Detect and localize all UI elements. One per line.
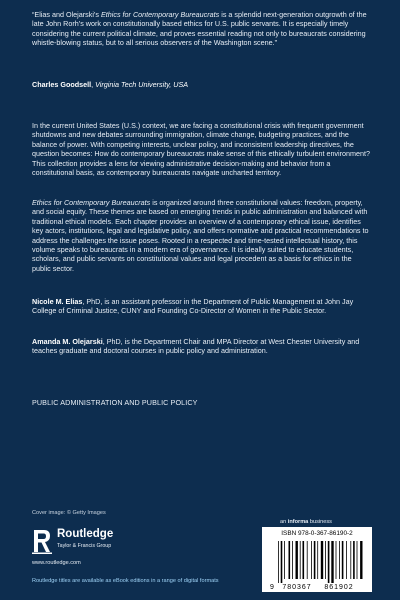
publisher-name: Routledge (57, 528, 114, 540)
barcode-bar (278, 541, 279, 583)
author-bio-olejarski-text: , PhD, is the Department Chair and MPA Director at West Chester University and teaches graduate and doctoral courses in public policy and administration. (32, 337, 360, 356)
author-bio-olejarski (32, 337, 372, 356)
barcode-bar (339, 541, 340, 579)
informa-suffix: business (308, 519, 332, 525)
publisher-website[interactable]: www.routledge.com (32, 560, 81, 566)
barcode-bar (281, 541, 283, 583)
informa-brand: informa (287, 519, 309, 525)
barcode-bar (357, 541, 358, 579)
author-bio-elias (32, 297, 372, 316)
informa-prefix: an (280, 519, 288, 525)
barcode-bar (350, 541, 351, 579)
informa-business-label (280, 519, 332, 525)
barcode-bar (289, 541, 291, 579)
barcode-bar (317, 541, 318, 579)
barcode-digits-right: 861902 (324, 584, 354, 591)
barcode-bar (314, 541, 316, 579)
routledge-logo-icon (32, 528, 52, 554)
barcode-bar (342, 541, 344, 579)
description-paragraph-2-text: is organized around three constitutional values: freedom, property, and social equity. These themes are based on emerging trends in public administration and balanced with traditional ethical models. Each chapter provides an overview of a contemporary ethical issue, identifies key actors, institutions, legal and legislative policy, and offers normative and practical recommendations to address the challenges the issue poses. Rooted in a respected and time-tested intellectual history, this volume speaks to bureaucrats in a modern era of governance. It is ideally suited to educate students, scholars, and public servants on constitutional values and legal precedent as a basis for ethics in the public sector. (32, 198, 369, 273)
barcode-bar (300, 541, 301, 579)
isbn-label: ISBN 978-0-367-86190-2 (281, 530, 353, 537)
barcode-bar (331, 541, 333, 583)
barcode-bar (328, 541, 330, 583)
cover-image-credit: Cover image: © Getty Images (32, 510, 106, 516)
barcode-bar (303, 541, 305, 579)
barcode-bar (311, 541, 312, 579)
barcode-bar (296, 541, 298, 579)
barcode-box (262, 527, 372, 592)
quote-attribution: Charles Goodsell, Virginia Tech University, USA (32, 80, 189, 89)
barcode-bar (307, 541, 308, 579)
endorsement-quote (32, 10, 372, 48)
quote-text-start: “Elias and Olejarski’s (32, 10, 101, 19)
barcode-bar (321, 541, 323, 579)
quote-affiliation: Virginia Tech University, USA (95, 80, 189, 89)
author-name-olejarski: Amanda M. Olejarski (32, 337, 103, 346)
publisher-group: Taylor & Francis Group (57, 543, 112, 549)
barcode-icon (262, 539, 372, 592)
barcode-bar (346, 541, 347, 579)
author-bio-elias-text: , PhD, is an assistant professor in the Department of Public Management at John Jay College of Criminal Justice, CUNY and Founding Co-Director of Women in the Public Sector. (32, 297, 354, 316)
barcode-bar (325, 541, 326, 579)
barcode-bar (336, 541, 337, 579)
quote-book-title: Ethics for Contemporary Bureaucrats (100, 10, 220, 19)
barcode-bar (360, 541, 362, 579)
barcode-bar (284, 541, 285, 579)
quote-author: Charles Goodsell (32, 80, 92, 89)
barcode-bar (353, 541, 355, 579)
routledge-logo (32, 527, 152, 557)
description-book-title: Ethics for Contemporary Bureaucrats (32, 198, 151, 207)
author-name-elias: Nicole M. Elias (32, 297, 83, 306)
barcode-bar (292, 541, 293, 579)
quote-text-end: is a splendid next-generation outgrowth of the late John Rorh’s work on constitutionally based ethics for U.S. public servants. It is especially timely considering the current political climate, and proves essential reading not only to bureaucrats considering whistle-blowing status, but to all serious observers of the Washington scene.” (32, 10, 367, 48)
description-paragraph-1: In the current United States (U.S.) context, we are facing a constitutional crisis with frequent government shutdowns and new debates surrounding immigration, climate change, budgeting practices, and the balance of power. With competing interests, unclear policy, and inconsistent leadership directives, the question becomes: How do contemporary bureaucrats make sense of this ethically turbulent environment? This collection provides a lens for viewing administrative decision-making and behavior from a constitutional basis, as contemporary bureaucrats navigate uncharted territory. (32, 121, 370, 178)
series-name: PUBLIC ADMINISTRATION AND PUBLIC POLICY (32, 398, 198, 407)
description-paragraph-2 (32, 198, 372, 273)
ebook-note: Routledge titles are available as eBook editions in a range of digital formats (32, 578, 219, 584)
barcode-digits-left: 780367 (282, 584, 312, 591)
barcode-digit-prefix: 9 (270, 584, 274, 591)
